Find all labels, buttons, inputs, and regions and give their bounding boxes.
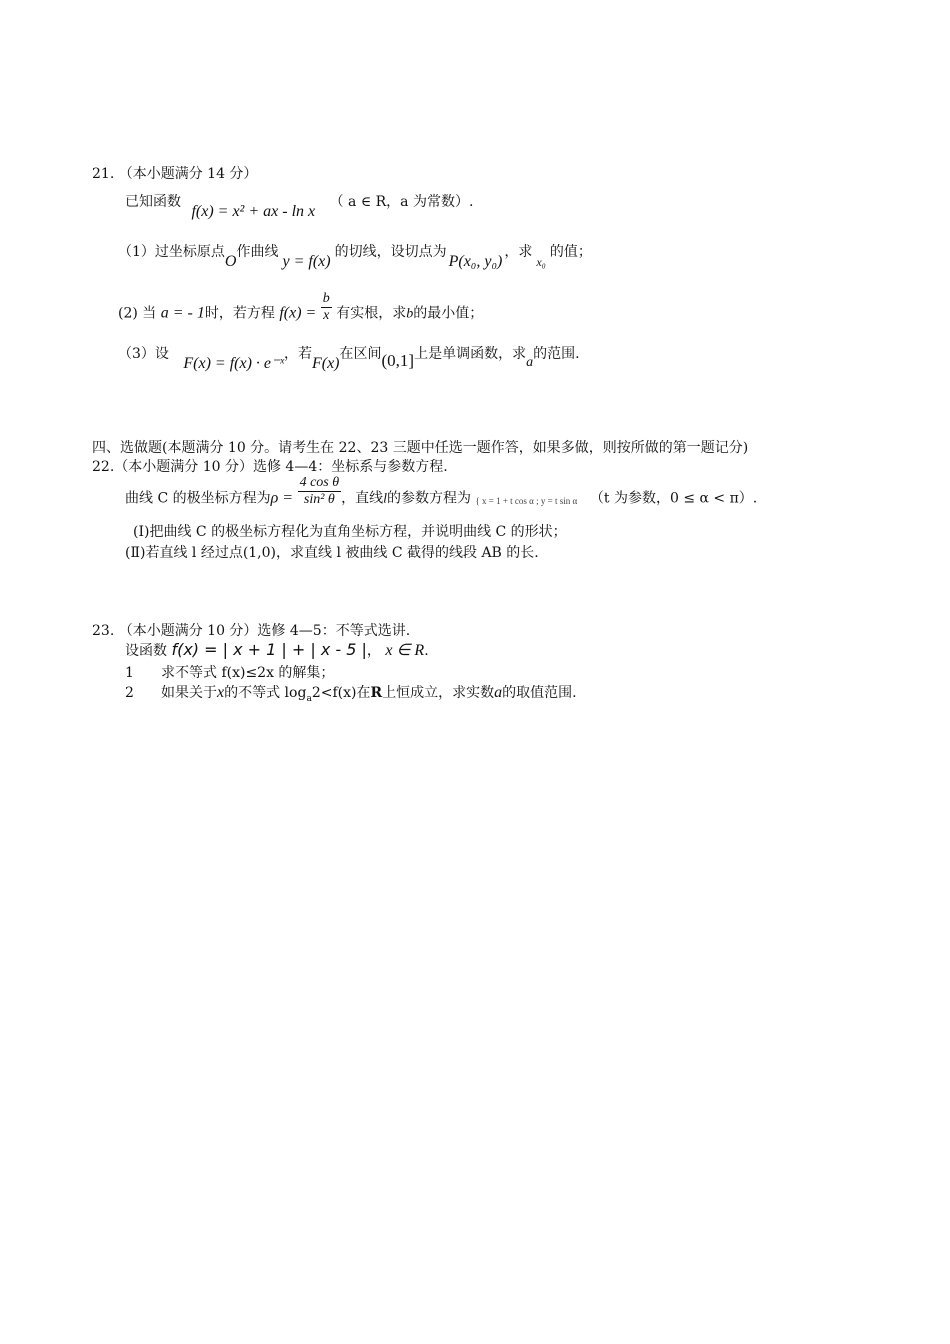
q22-intro-c: 的参数方程为 <box>387 490 471 507</box>
q21-function: f(x) = x² + ax - ln x <box>191 203 316 220</box>
q21-p1-text-e: 的值； <box>549 244 592 260</box>
q21-p2-text-c: 有实根，求 <box>336 305 407 322</box>
q23-intro-c: . <box>424 643 429 659</box>
q21-p3-def: F(x) = f(x) · e⁻ˣ <box>183 355 284 372</box>
q23-intro-b: ， <box>366 643 381 659</box>
q21-p2-text-b: 时，若方程 <box>204 305 275 322</box>
q21-p2-fraction <box>321 291 332 324</box>
q22-frac-den: sin² θ <box>303 492 335 507</box>
q21-part3 <box>118 344 580 372</box>
q23-item1-number: 1 <box>125 665 134 681</box>
q21-condition: （ a ∈ R，a 为常数）. <box>329 194 474 210</box>
q21-p2-text-a: (2) 当 <box>118 305 157 322</box>
q21-p3-text-b: ，若 <box>283 346 312 362</box>
q21-p1-x0: x₀ <box>536 255 546 269</box>
q23-item2-text-d: 上恒成立，求实数 <box>382 685 495 701</box>
q21-p3-avar: a <box>526 355 534 370</box>
q23-item2-text-e: 的取值范围. <box>502 685 577 701</box>
q23-item2-text-c: 2<f(x)在 <box>311 685 371 701</box>
q22-intro-a: 曲线 C 的极坐标方程为 <box>125 490 271 507</box>
q23-item2-R: R <box>370 685 383 701</box>
q21-p1-text-c: 的切线，设切点为 <box>334 244 447 260</box>
q21-p3-F: F(x) <box>311 355 340 372</box>
q22-fraction <box>298 475 342 508</box>
q23-domain: x ∈ R <box>385 642 425 659</box>
q22-l: l <box>383 491 387 507</box>
q23-item2 <box>125 684 577 708</box>
q23-item2-sub: a <box>306 693 312 704</box>
q23-item2-avar: a <box>494 684 503 701</box>
q21-p1-point: P(x₀, y₀) <box>448 253 503 270</box>
q23-function: f(x) = | x + 1 | + | x - 5 | <box>171 640 367 659</box>
q22-header: 22.（本小题满分 10 分）选修 4—4：坐标系与参数方程. <box>92 459 448 475</box>
q21-p2-frac-num: b <box>322 291 330 306</box>
q23-item2-text-b: 的不等式 log <box>224 685 307 701</box>
q22-param-equation: { x = 1 + t cos α ; y = t sin α <box>475 495 578 506</box>
q21-p2-lhs: f(x) = <box>279 304 317 322</box>
q23-item1 <box>125 664 334 682</box>
q22-intro-b: ，直线 <box>341 490 384 507</box>
q21-part1 <box>118 243 592 270</box>
q21-p3-interval: (0,1] <box>381 351 415 370</box>
q21-p1-text-a: （1）过坐标原点 <box>118 244 225 260</box>
q21-p2-cond: a = - 1 <box>160 304 205 322</box>
q22-intro-d: （t 为参数，0 ≤ α < π）. <box>589 490 758 507</box>
q21-p1-curve: y = f(x) <box>282 253 331 270</box>
q21-p3-text-e: 的范围. <box>533 346 580 362</box>
q23-intro-a: 设函数 <box>125 643 167 659</box>
q22-part1: (Ⅰ)把曲线 C 的极坐标方程化为直角坐标方程，并说明曲线 C 的形状； <box>133 524 567 540</box>
q21-p1-origin: O <box>224 253 237 270</box>
q23-header: 23. （本小题满分 10 分）选修 4—5：不等式选讲. <box>92 623 411 639</box>
q21-intro <box>125 193 474 220</box>
q21-p1-text-d: ，求 <box>504 244 533 260</box>
q23-item1-text: 求不等式 f(x)≤2x 的解集； <box>161 665 335 681</box>
q21-part2 <box>118 291 484 324</box>
q21-p3-text-c: 在区间 <box>339 346 382 362</box>
q21-p3-text-d: 上是单调函数，求 <box>414 346 527 362</box>
q23-item2-text-a: 如果关于 <box>161 685 217 701</box>
q22-frac-num: 4 cos θ <box>299 475 340 490</box>
q21-p2-text-d: 的最小值； <box>413 305 484 322</box>
q23-item2-x: x <box>217 684 225 701</box>
q21-header: 21. （本小题满分 14 分） <box>92 166 258 182</box>
q23-item2-number: 2 <box>125 685 134 701</box>
q22-intro <box>125 475 758 509</box>
q21-intro-prefix: 已知函数 <box>125 194 181 210</box>
q22-part2: (Ⅱ)若直线 l 经过点(1,0)，求直线 l 被曲线 C 截得的线段 AB 的长. <box>125 545 539 561</box>
section4-header: 四、选做题(本题满分 10 分。请考生在 22、23 三题中任选一题作答，如果多做，则按所做的第一题记分) <box>92 440 749 456</box>
q21-p2-bvar: b <box>406 306 414 322</box>
q22-rho: ρ = <box>270 489 294 507</box>
q21-p3-text-a: （3）设 <box>118 346 169 362</box>
q23-intro <box>125 641 429 660</box>
q21-p2-frac-den: x <box>323 308 330 323</box>
q21-p1-text-b: 作曲线 <box>236 244 279 260</box>
